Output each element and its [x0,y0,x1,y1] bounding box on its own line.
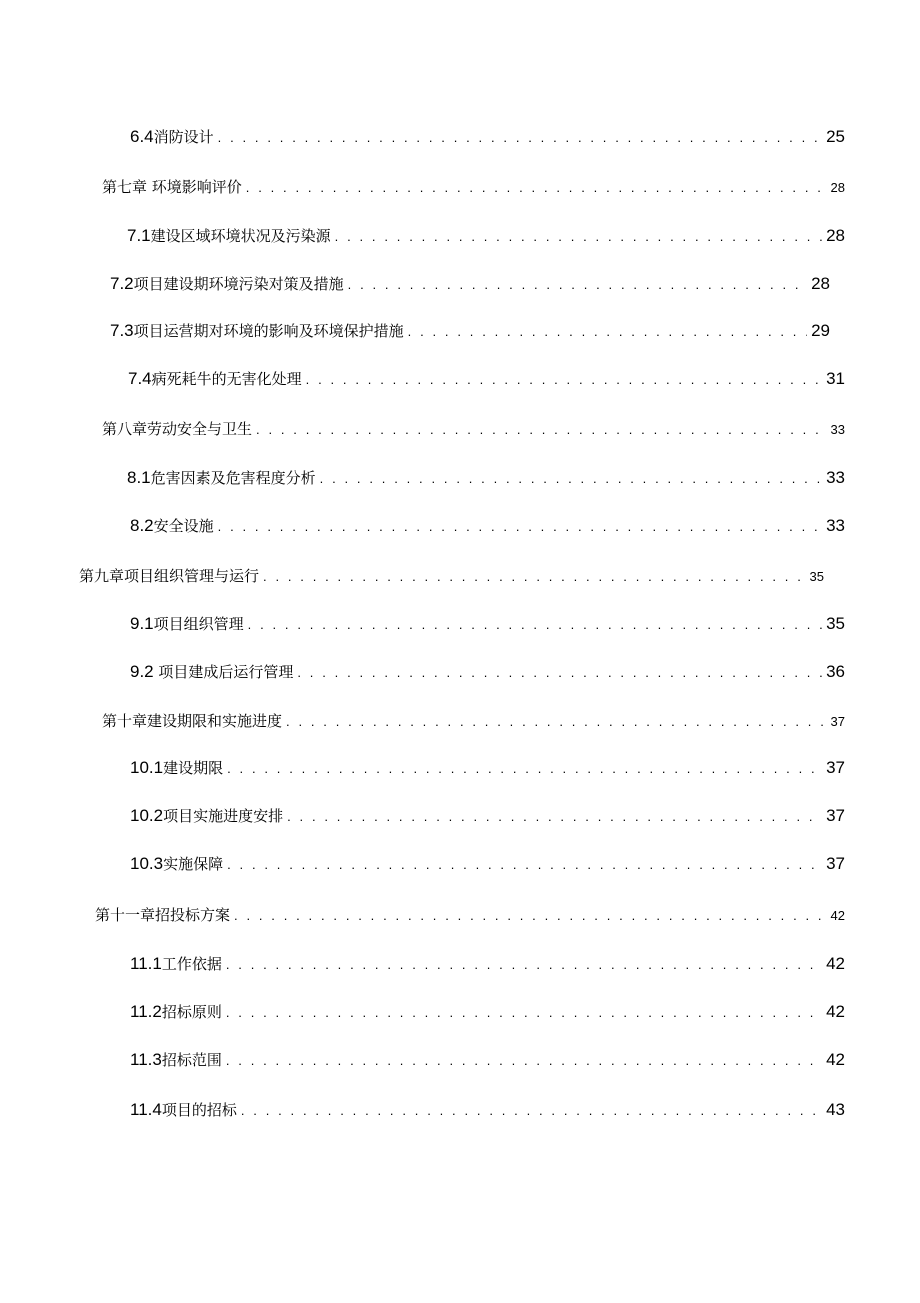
dot-leader [263,569,806,584]
page-number: 29 [811,321,830,340]
toc-entry-6-4[interactable] [130,126,845,147]
toc-entry-8-1[interactable] [127,467,845,488]
dot-leader [248,617,822,632]
toc-entry-11-4[interactable] [130,1099,845,1120]
toc-entry-10-2[interactable] [130,805,845,826]
dot-leader [286,714,827,729]
dot-leader [234,908,827,923]
dot-leader [226,957,822,972]
toc-entry-7-4[interactable] [128,368,845,389]
page-number: 28 [830,180,845,195]
section-title: 病死耗牛的无害化处理 [151,370,302,388]
dot-leader [348,277,807,292]
section-number: 10.2 [130,806,164,825]
section-title: 建设区域环境状况及污染源 [150,227,331,245]
toc-chapter-8[interactable] [102,418,845,439]
section-title: 安全设施 [153,517,214,535]
chapter-title: 第九章项目组织管理与运行 [79,567,260,585]
section-number: 7.4 [128,369,152,388]
chapter-title: 第十章建设期限和实施进度 [102,712,283,730]
page-number: 33 [826,468,845,487]
dot-leader [320,471,822,486]
section-title: 工作依据 [161,955,222,973]
section-number: 11.1 [130,954,162,973]
section-title: 项目组织管理 [153,615,244,633]
toc-entry-11-1[interactable] [130,953,845,974]
toc-entry-7-3[interactable] [110,320,830,341]
section-title: 项目建成后运行管理 [158,663,294,681]
dot-leader [306,372,822,387]
section-number: 11.4 [130,1100,162,1119]
toc-entry-7-2[interactable] [110,273,830,294]
section-number: 10.3 [130,854,164,873]
toc-entry-11-3[interactable] [130,1049,845,1070]
toc-entry-11-2[interactable] [130,1001,845,1022]
section-number: 6.4 [130,127,154,146]
chapter-title: 第七章 环境影响评价 [102,178,242,196]
page-number: 37 [826,806,845,825]
page-number: 35 [826,614,845,633]
page-number: 43 [826,1100,845,1119]
dot-leader [227,761,822,776]
section-number: 8.1 [127,468,151,487]
page-number: 37 [826,758,845,777]
page-number: 36 [826,662,845,681]
page-number: 28 [811,274,830,293]
section-title: 实施保障 [163,855,224,873]
section-title: 项目的招标 [161,1101,237,1119]
section-title: 建设期限 [163,759,224,777]
section-title: 项目运营期对环境的影响及环境保护措施 [133,322,404,340]
dot-leader [297,665,822,680]
section-number: 7.3 [110,321,134,340]
dot-leader [287,809,822,824]
section-number: 11.2 [130,1002,162,1021]
section-number: 8.2 [130,516,154,535]
dot-leader [226,1053,822,1068]
dot-leader [227,857,822,872]
dot-leader [241,1103,822,1118]
toc-chapter-11[interactable] [95,904,845,925]
page-number: 42 [826,1050,845,1069]
toc-entry-10-1[interactable] [130,757,845,778]
dot-leader [335,229,822,244]
section-title: 项目建设期环境污染对策及措施 [133,275,344,293]
dot-leader [218,130,822,145]
section-title: 招标范围 [161,1051,222,1069]
section-title: 危害因素及危害程度分析 [150,469,316,487]
page-number: 37 [826,854,845,873]
page-number: 37 [830,714,845,729]
toc-entry-10-3[interactable] [130,853,845,874]
toc-entry-9-1[interactable] [130,613,845,634]
toc-entry-9-2[interactable] [130,661,845,682]
dot-leader [408,324,807,339]
dot-leader [256,422,827,437]
toc-chapter-10[interactable] [102,710,845,731]
page-number: 42 [826,1002,845,1021]
toc-chapter-7[interactable] [102,176,845,197]
dot-leader [218,519,822,534]
section-number: 7.2 [110,274,134,293]
toc-chapter-9[interactable] [79,565,824,586]
page-number: 35 [809,569,824,584]
page-number: 28 [826,226,845,245]
section-number: 11.3 [130,1050,162,1069]
page-number: 31 [826,369,845,388]
section-number: 9.1 [130,614,154,633]
page-number: 33 [826,516,845,535]
section-number: 7.1 [127,226,151,245]
toc-entry-7-1[interactable] [127,225,845,246]
dot-leader [226,1005,822,1020]
dot-leader [246,180,827,195]
page-number: 42 [830,908,845,923]
section-number: 10.1 [130,758,164,777]
page-number: 42 [826,954,845,973]
section-title: 招标原则 [161,1003,222,1021]
chapter-title: 第十一章招投标方案 [95,906,231,924]
page-number: 25 [826,127,845,146]
section-title: 项目实施进度安排 [163,807,284,825]
section-title: 消防设计 [153,128,214,146]
toc-entry-8-2[interactable] [130,515,845,536]
page-number: 33 [830,422,845,437]
section-number: 9.2 [130,662,159,681]
chapter-title: 第八章劳动安全与卫生 [102,420,253,438]
